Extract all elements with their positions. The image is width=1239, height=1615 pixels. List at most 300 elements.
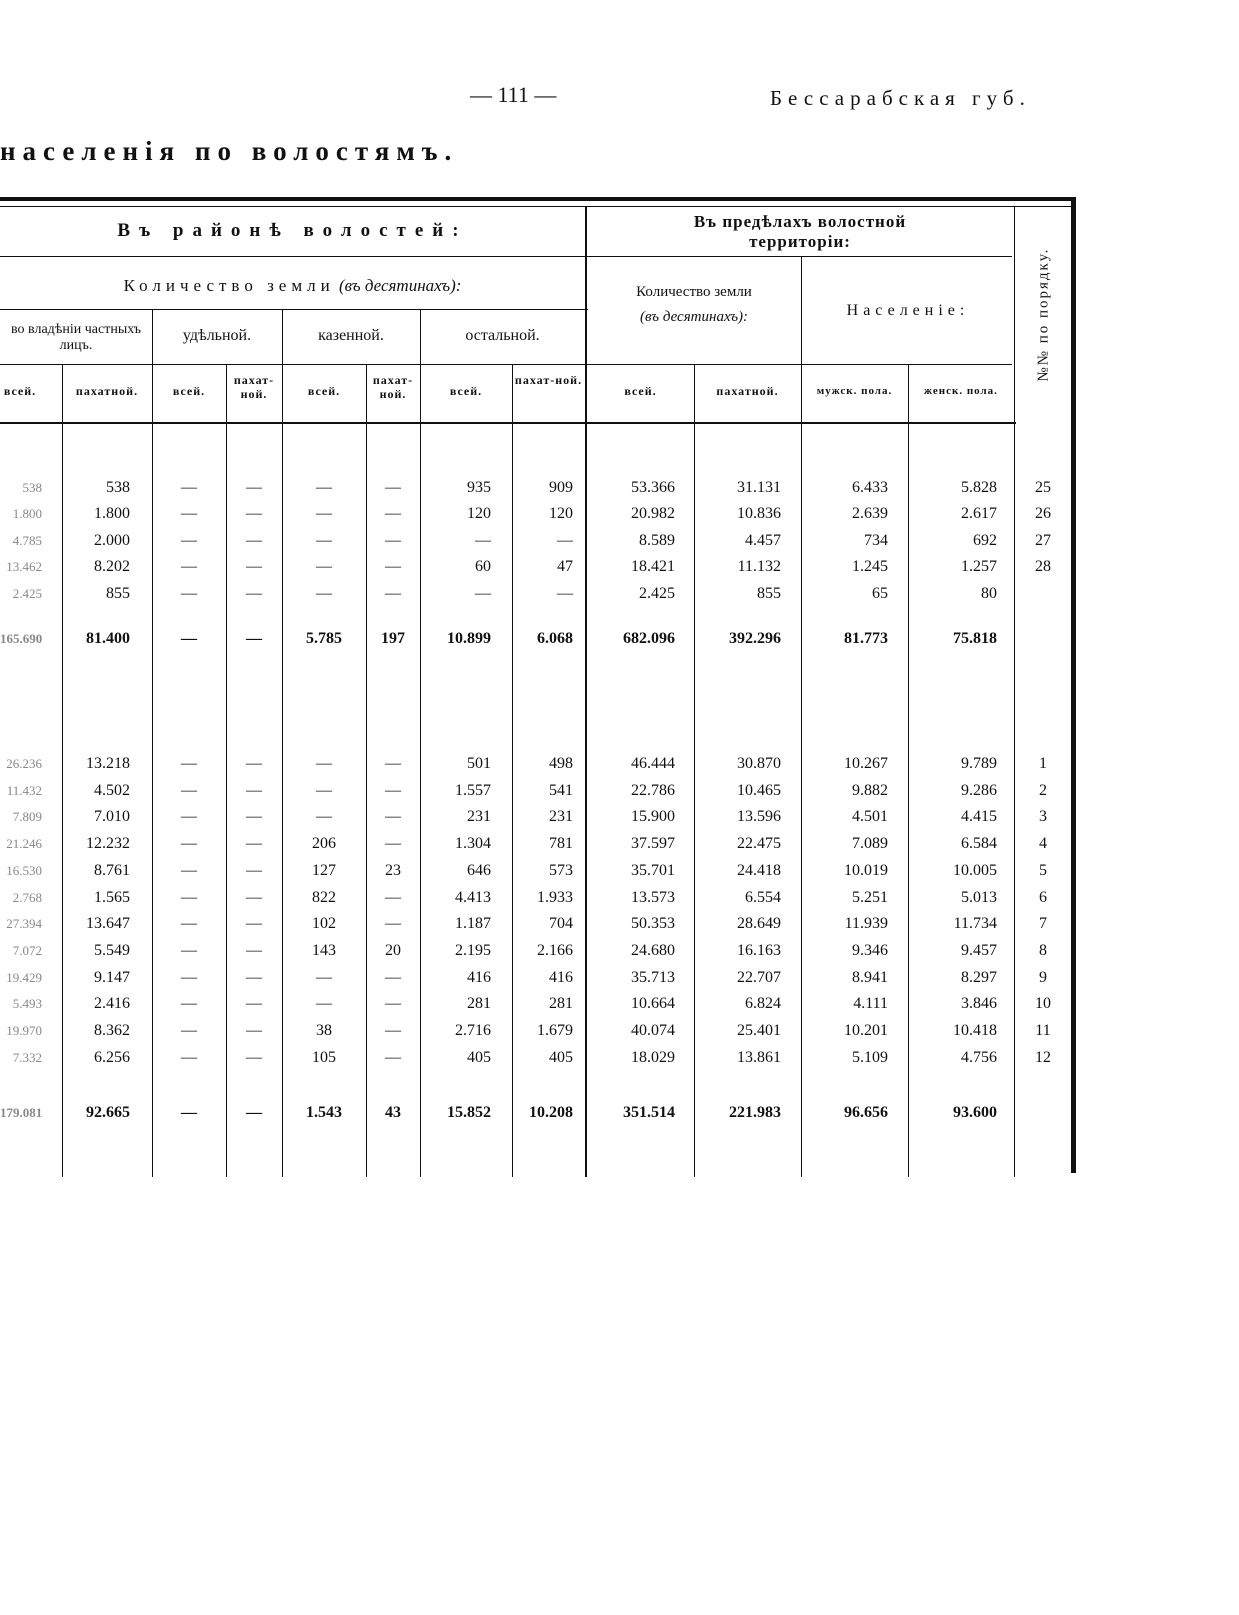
col-private-total: всей.	[3, 384, 37, 398]
table-cell: 1.304	[455, 835, 491, 852]
table-cell: 1.800	[12, 506, 42, 521]
table-cell: 3.846	[961, 995, 997, 1012]
table-cell: 909	[549, 479, 573, 496]
table-cell: —	[475, 585, 491, 602]
table-cell: —	[246, 585, 262, 602]
table-cell: 25.401	[737, 1022, 781, 1039]
col-other-total: всей.	[449, 384, 483, 398]
table-cell: —	[557, 532, 573, 549]
table-row	[0, 833, 1239, 855]
table-cell: 10.836	[737, 505, 781, 522]
table-cell: 16.530	[6, 863, 42, 878]
table-cell: 50.353	[631, 915, 675, 932]
table-cell: 5.109	[852, 1049, 888, 1066]
table-cell: 12.232	[86, 835, 130, 852]
table-cell: 6.256	[94, 1049, 130, 1066]
table-cell: —	[316, 558, 332, 575]
table-cell: 2.425	[12, 586, 42, 601]
table-cell: 1.257	[961, 558, 997, 575]
table-cell: —	[246, 479, 262, 496]
table-cell: —	[181, 1049, 197, 1066]
table-cell: 392.296	[729, 630, 781, 647]
table-cell: 8	[1039, 942, 1047, 959]
table-cell: —	[385, 915, 401, 932]
table-cell: 822	[312, 889, 336, 906]
table-cell: 22.707	[737, 969, 781, 986]
header-land-unit: (въ десятинахъ):	[338, 276, 462, 295]
table-cell: —	[557, 585, 573, 602]
header-territory-land-unit: (въ десятинахъ):	[639, 309, 749, 326]
col-territory-total: всей.	[624, 384, 657, 398]
table-cell: 20	[385, 942, 401, 959]
table-cell: 11	[1035, 1022, 1051, 1039]
table-cell: —	[385, 505, 401, 522]
page-number: — 111 —	[470, 82, 557, 107]
table-cell: —	[246, 1022, 262, 1039]
table-cell: 281	[467, 995, 491, 1012]
table-cell: —	[246, 1104, 262, 1121]
table-cell: 5.549	[94, 942, 130, 959]
table-cell: 19.429	[6, 970, 42, 985]
table-cell: 35.701	[631, 862, 675, 879]
table-cell: —	[246, 558, 262, 575]
table-cell: 2.195	[455, 942, 491, 959]
table-cell: —	[181, 1022, 197, 1039]
table-cell: 20.982	[631, 505, 675, 522]
table-cell: —	[385, 479, 401, 496]
table-cell: 1	[1039, 755, 1047, 772]
table-cell: 120	[467, 505, 491, 522]
table-cell: —	[316, 995, 332, 1012]
table-cell: —	[385, 995, 401, 1012]
table-cell: 5.493	[12, 996, 42, 1011]
table-row	[0, 993, 1239, 1015]
table-cell: 4.501	[852, 808, 888, 825]
table-cell: 704	[549, 915, 573, 932]
table-cell: 2.716	[455, 1022, 491, 1039]
table-cell: 1.187	[455, 915, 491, 932]
table-cell: 10.899	[447, 630, 491, 647]
table-row	[0, 530, 1239, 552]
header-land-quantity-text: Количество земли	[123, 276, 335, 295]
col-state-total: всей.	[307, 384, 341, 398]
table-cell: 10.208	[529, 1104, 573, 1121]
table-cell: —	[316, 532, 332, 549]
top-rule-thin	[0, 206, 1072, 207]
table-cell: —	[181, 755, 197, 772]
table-cell: 231	[467, 808, 491, 825]
table-cell: 37.597	[631, 835, 675, 852]
table-cell: 9.789	[961, 755, 997, 772]
table-cell: 38	[316, 1022, 332, 1039]
table-cell: —	[246, 808, 262, 825]
table-cell: 11.132	[737, 558, 781, 575]
table-cell: 4	[1039, 835, 1047, 852]
table-cell: 81.400	[86, 630, 130, 647]
table-cell: 127	[312, 862, 336, 879]
table-cell: 11.734	[953, 915, 997, 932]
table-cell: —	[316, 505, 332, 522]
table-cell: 65	[872, 585, 888, 602]
table-cell: 8.589	[639, 532, 675, 549]
table-cell: 1.557	[455, 782, 491, 799]
table-cell: 351.514	[623, 1104, 675, 1121]
col-territory-arable: пахатной.	[716, 384, 779, 398]
table-cell: 281	[549, 995, 573, 1012]
table-cell: —	[181, 942, 197, 959]
table-cell: 18.421	[631, 558, 675, 575]
table-cell: —	[316, 479, 332, 496]
table-cell	[1003, 583, 1083, 605]
table-cell: 75.818	[953, 630, 997, 647]
table-cell: —	[181, 782, 197, 799]
table-cell: 80	[981, 585, 997, 602]
table-cell: 7	[1039, 915, 1047, 932]
table-cell: 7.809	[12, 809, 42, 824]
table-cell: 416	[549, 969, 573, 986]
table-cell: 10.201	[844, 1022, 888, 1039]
table-cell: 28.649	[737, 915, 781, 932]
table-cell: 3	[1039, 808, 1047, 825]
table-cell: 2.617	[961, 505, 997, 522]
table-cell: 1.565	[94, 889, 130, 906]
table-cell: —	[385, 558, 401, 575]
table-cell: —	[181, 1104, 197, 1121]
table-cell: —	[246, 835, 262, 852]
col-appanage-arable: пахат-ной.	[233, 373, 275, 401]
table-cell: 538	[22, 480, 42, 495]
header-district-group: Въ районѣ волостей:	[117, 220, 468, 241]
table-cell: 26	[1035, 505, 1051, 522]
table-cell: —	[246, 1049, 262, 1066]
table-cell: 935	[467, 479, 491, 496]
table-cell: 93.600	[953, 1104, 997, 1121]
table-cell: —	[246, 915, 262, 932]
col-state-arable: пахат-ной.	[372, 373, 414, 401]
table-cell: 8.362	[94, 1022, 130, 1039]
table-row	[0, 1047, 1239, 1069]
table-cell: —	[316, 969, 332, 986]
table-cell: 10.019	[844, 862, 888, 879]
table-cell: —	[181, 505, 197, 522]
table-cell: —	[316, 755, 332, 772]
table-cell: 1.543	[306, 1104, 342, 1121]
table-cell: —	[181, 808, 197, 825]
top-rule	[0, 197, 1075, 201]
table-cell: 4.756	[961, 1049, 997, 1066]
table-cell: —	[246, 942, 262, 959]
table-cell: 1.933	[537, 889, 573, 906]
header-territory-land-text: Количество земли	[636, 284, 752, 300]
table-cell: 81.773	[844, 630, 888, 647]
table-cell: —	[385, 532, 401, 549]
table-cell: 19.970	[6, 1023, 42, 1038]
table-cell: —	[385, 808, 401, 825]
table-cell: 12	[1035, 1049, 1051, 1066]
table-row	[0, 753, 1239, 775]
table-cell: 5.013	[961, 889, 997, 906]
table-cell: 2.425	[639, 585, 675, 602]
table-cell: 92.665	[86, 1104, 130, 1121]
table-row	[0, 806, 1239, 828]
table-row	[0, 860, 1239, 882]
table-cell: 541	[549, 782, 573, 799]
table-cell: 8.761	[94, 862, 130, 879]
table-cell: 5	[1039, 862, 1047, 879]
rule-group-right	[588, 256, 1012, 257]
table-cell: 13.573	[631, 889, 675, 906]
table-cell: 231	[549, 808, 573, 825]
table-cell: —	[181, 915, 197, 932]
table-cell: 9.346	[852, 942, 888, 959]
table-cell: 9.147	[94, 969, 130, 986]
table-cell: —	[246, 630, 262, 647]
header-territory-group: Въ предѣлахъ волостной территоріи:	[693, 212, 907, 251]
table-cell: —	[246, 755, 262, 772]
table-cell: 24.680	[631, 942, 675, 959]
table-cell: —	[181, 835, 197, 852]
table-row	[0, 780, 1239, 802]
table-cell: —	[246, 995, 262, 1012]
table-cell: 23	[385, 862, 401, 879]
table-cell: 6.068	[537, 630, 573, 647]
table-cell: 6.584	[961, 835, 997, 852]
table-cell: 9.286	[961, 782, 997, 799]
table-cell: 2.768	[12, 890, 42, 905]
table-cell: 105	[312, 1049, 336, 1066]
table-row	[0, 1020, 1239, 1042]
table-cell: 13.861	[737, 1049, 781, 1066]
table-cell: 11.939	[844, 915, 888, 932]
table-cell: 28	[1035, 558, 1051, 575]
table-cell: —	[246, 969, 262, 986]
table-cell: 6	[1039, 889, 1047, 906]
table-cell: —	[475, 532, 491, 549]
table-cell: 35.713	[631, 969, 675, 986]
table-row	[0, 583, 1239, 605]
header-population: Населеніе:	[846, 302, 970, 319]
table-cell: 405	[467, 1049, 491, 1066]
table-cell: 10.005	[953, 862, 997, 879]
table-cell: 31.131	[737, 479, 781, 496]
table-cell: 2.639	[852, 505, 888, 522]
table-cell: 692	[973, 532, 997, 549]
table-cell: 15.852	[447, 1104, 491, 1121]
table-cell: 179.081	[0, 1105, 43, 1120]
table-cell: 538	[106, 479, 130, 496]
table-cell: 5.785	[306, 630, 342, 647]
header-appanage: удѣльной.	[182, 327, 252, 344]
table-cell: 60	[475, 558, 491, 575]
table-cell: —	[385, 755, 401, 772]
table-cell: —	[316, 808, 332, 825]
table-cell: 6.824	[745, 995, 781, 1012]
table-cell: —	[181, 969, 197, 986]
header-territory-land	[587, 284, 801, 327]
table-cell: 6.433	[852, 479, 888, 496]
col-female: женск. пола.	[924, 385, 998, 397]
table-cell: 2.416	[94, 995, 130, 1012]
table-cell: 8.202	[94, 558, 130, 575]
table-cell: 573	[549, 862, 573, 879]
table-cell: 5.251	[852, 889, 888, 906]
table-cell: 10.664	[631, 995, 675, 1012]
table-cell: 682.096	[623, 630, 675, 647]
table-cell: 7.332	[12, 1050, 42, 1065]
table-cell: —	[316, 782, 332, 799]
table-cell: 120	[549, 505, 573, 522]
table-cell: 13.647	[86, 915, 130, 932]
table-cell: 1.245	[852, 558, 888, 575]
table-cell: 27.394	[6, 916, 42, 931]
table-cell: 781	[549, 835, 573, 852]
table-cell: 8.941	[852, 969, 888, 986]
table-cell: 22.475	[737, 835, 781, 852]
table-cell: 646	[467, 862, 491, 879]
table-cell: 96.656	[844, 1104, 888, 1121]
table-cell: 46.444	[631, 755, 675, 772]
table-row	[0, 913, 1239, 935]
table-cell: 2	[1039, 782, 1047, 799]
table-total-row	[0, 628, 1239, 650]
running-head: Бессарабская губ.	[770, 86, 1031, 110]
table-cell: 13.462	[6, 559, 42, 574]
table-cell: 4.785	[12, 533, 42, 548]
table-cell: 18.029	[631, 1049, 675, 1066]
table-cell: —	[181, 630, 197, 647]
table-row	[0, 477, 1239, 499]
table-cell: —	[316, 585, 332, 602]
table-cell: —	[385, 1022, 401, 1039]
table-cell: 1.679	[537, 1022, 573, 1039]
table-cell: —	[246, 782, 262, 799]
table-cell: 26.236	[6, 756, 42, 771]
header-private: во владѣніи частныхъ лицъ.	[11, 322, 141, 354]
col-appanage-total: всей.	[172, 384, 206, 398]
table-cell: 4.415	[961, 808, 997, 825]
table-cell: 2.000	[94, 532, 130, 549]
table-cell: —	[246, 532, 262, 549]
table-cell: 7.089	[852, 835, 888, 852]
table-cell: 10.418	[953, 1022, 997, 1039]
table-cell: 102	[312, 915, 336, 932]
table-cell: 734	[864, 532, 888, 549]
header-other: остальной.	[465, 327, 540, 344]
table-cell: 24.418	[737, 862, 781, 879]
table-cell: 4.111	[853, 995, 888, 1012]
table-cell: —	[181, 889, 197, 906]
table-cell: —	[181, 558, 197, 575]
col-other-arable: пахат-ной.	[514, 373, 583, 387]
table-cell: 22.786	[631, 782, 675, 799]
header-land-quantity	[0, 276, 585, 296]
table-cell: 9.457	[961, 942, 997, 959]
table-cell: 13.218	[86, 755, 130, 772]
table-total-row	[0, 1102, 1239, 1124]
table-cell: —	[246, 889, 262, 906]
table-cell: —	[246, 862, 262, 879]
table-cell: 25	[1035, 479, 1051, 496]
table-cell: —	[181, 862, 197, 879]
table-cell: —	[181, 532, 197, 549]
table-cell: 6.554	[745, 889, 781, 906]
table-cell: 7.072	[12, 943, 42, 958]
table-row	[0, 940, 1239, 962]
table-cell: 40.074	[631, 1022, 675, 1039]
table-cell: 10	[1035, 995, 1051, 1012]
table-cell: 27	[1035, 532, 1051, 549]
header-state: казенной.	[318, 327, 384, 344]
table-cell: 11.432	[6, 783, 42, 798]
table-cell: —	[385, 1049, 401, 1066]
table-title: населенія по волостямъ.	[0, 136, 459, 166]
table-cell: —	[181, 585, 197, 602]
table-cell: —	[385, 969, 401, 986]
table-cell: 4.413	[455, 889, 491, 906]
table-cell: —	[385, 889, 401, 906]
table-row	[0, 503, 1239, 525]
table-cell: 416	[467, 969, 491, 986]
table-cell: 2.166	[537, 942, 573, 959]
table-row	[0, 556, 1239, 578]
table-cell: 855	[757, 585, 781, 602]
table-cell: 197	[381, 630, 405, 647]
col-male: мужск. пола.	[816, 385, 893, 397]
table-cell: 21.246	[6, 836, 42, 851]
table-cell: 7.010	[94, 808, 130, 825]
table-cell: 1.800	[94, 505, 130, 522]
table-cell	[1003, 1102, 1083, 1124]
header-order-no: №№ по порядку.	[1035, 247, 1052, 382]
table-cell: 13.596	[737, 808, 781, 825]
rule-land	[0, 309, 588, 310]
table-cell	[1003, 628, 1083, 650]
table-cell: 9.882	[852, 782, 888, 799]
table-cell: 9	[1039, 969, 1047, 986]
table-cell: 10.465	[737, 782, 781, 799]
table-cell: 165.690	[0, 631, 43, 646]
table-cell: 143	[312, 942, 336, 959]
table-cell: 501	[467, 755, 491, 772]
table-cell: —	[385, 835, 401, 852]
table-cell: 15.900	[631, 808, 675, 825]
table-cell: 4.457	[745, 532, 781, 549]
rule-group	[0, 256, 588, 257]
table-cell: —	[181, 479, 197, 496]
table-cell: 10.267	[844, 755, 888, 772]
table-cell: —	[385, 585, 401, 602]
col-private-arable: пахатной.	[75, 384, 139, 398]
table-cell: 53.366	[631, 479, 675, 496]
table-cell: —	[246, 505, 262, 522]
table-cell: 5.828	[961, 479, 997, 496]
table-cell: —	[181, 995, 197, 1012]
table-cell: 221.983	[729, 1104, 781, 1121]
table-cell: 855	[106, 585, 130, 602]
table-cell: 8.297	[961, 969, 997, 986]
table-cell: 405	[549, 1049, 573, 1066]
table-cell: 47	[557, 558, 573, 575]
table-cell: 43	[385, 1104, 401, 1121]
table-cell: 30.870	[737, 755, 781, 772]
table-cell: 4.502	[94, 782, 130, 799]
table-row	[0, 887, 1239, 909]
table-cell: 16.163	[737, 942, 781, 959]
table-cell: —	[385, 782, 401, 799]
table-cell: 498	[549, 755, 573, 772]
table-cell: 206	[312, 835, 336, 852]
table-row	[0, 967, 1239, 989]
